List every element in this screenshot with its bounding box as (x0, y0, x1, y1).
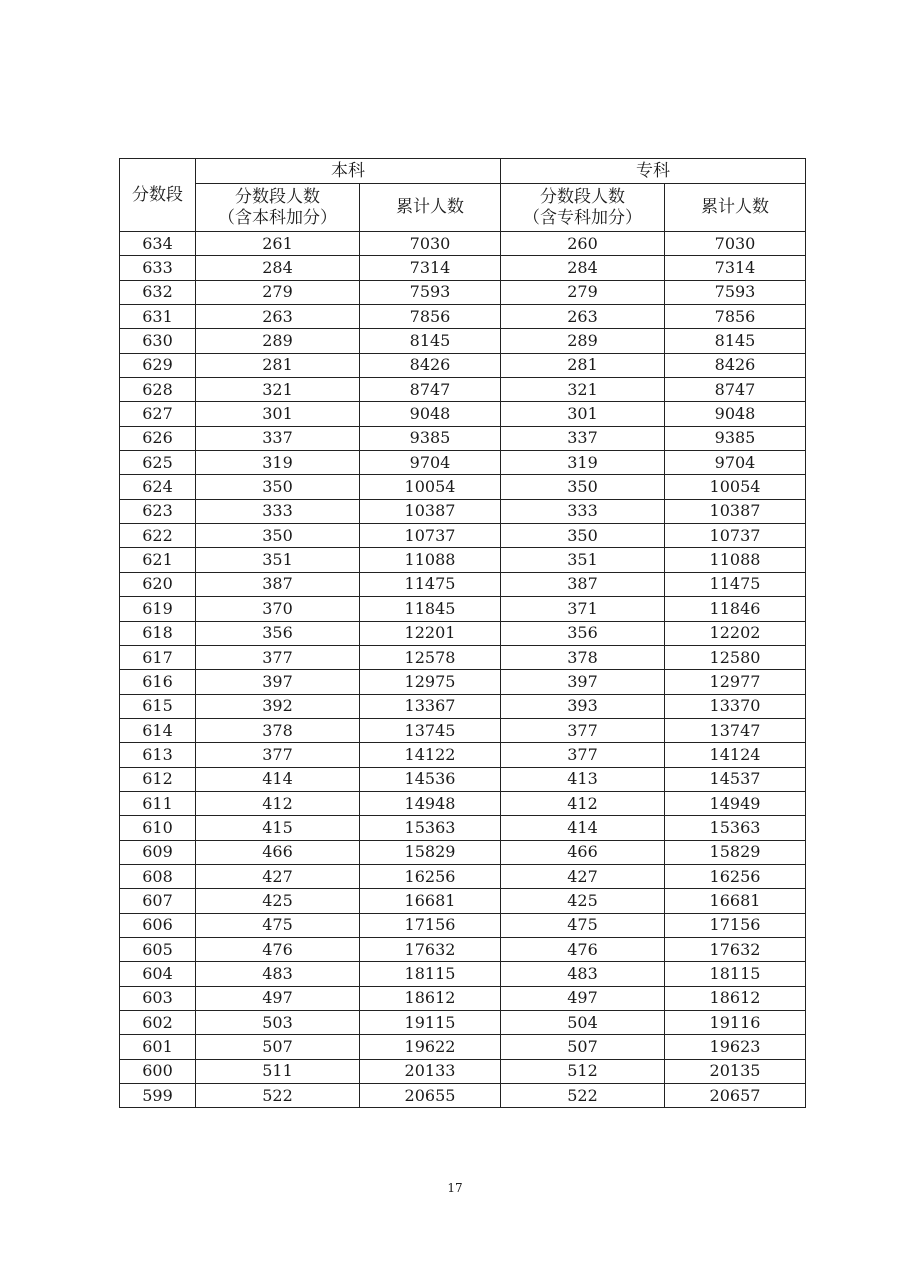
vocational-count-cell: 425 (501, 889, 665, 913)
table-row (120, 937, 806, 961)
score-cell: 615 (120, 694, 196, 718)
vocational-cumulative-cell: 15829 (665, 840, 806, 864)
score-cell: 611 (120, 791, 196, 815)
undergrad-cumulative-cell: 20133 (360, 1059, 501, 1083)
undergrad-count-cell: 507 (196, 1035, 360, 1059)
vocational-count-cell: 387 (501, 572, 665, 596)
vocational-cumulative-cell: 12202 (665, 621, 806, 645)
vocational-cumulative-cell: 11846 (665, 597, 806, 621)
score-cell: 600 (120, 1059, 196, 1083)
score-cell: 623 (120, 499, 196, 523)
vocational-cumulative-cell: 19623 (665, 1035, 806, 1059)
vocational-cumulative-cell: 10054 (665, 475, 806, 499)
vocational-count-cell: 263 (501, 305, 665, 329)
vocational-cumulative-cell: 15363 (665, 816, 806, 840)
undergrad-cumulative-cell: 7030 (360, 232, 501, 256)
table-row (120, 962, 806, 986)
vocational-cumulative-cell: 8145 (665, 329, 806, 353)
score-cell: 632 (120, 280, 196, 304)
vocational-count-header-line2: （含专科加分） (523, 207, 642, 228)
vocational-count-cell: 427 (501, 864, 665, 888)
score-cell: 602 (120, 1011, 196, 1035)
undergrad-cumulative-cell: 10054 (360, 475, 501, 499)
undergrad-cumulative-cell: 8145 (360, 329, 501, 353)
vocational-cumulative-cell: 11475 (665, 572, 806, 596)
table-row (120, 426, 806, 450)
vocational-cumulative-cell: 9048 (665, 402, 806, 426)
vocational-cumulative-cell: 14949 (665, 791, 806, 815)
vocational-cumulative-cell: 7030 (665, 232, 806, 256)
vocational-count-cell: 483 (501, 962, 665, 986)
undergrad-cumulative-cell: 16681 (360, 889, 501, 913)
vocational-cumulative-cell: 20657 (665, 1084, 806, 1108)
undergrad-count-cell: 301 (196, 402, 360, 426)
vocational-cumulative-cell: 10737 (665, 524, 806, 548)
undergrad-count-cell: 279 (196, 280, 360, 304)
vocational-cumulative-cell: 8747 (665, 378, 806, 402)
undergrad-cumulative-cell: 13367 (360, 694, 501, 718)
undergrad-cumulative-cell: 20655 (360, 1084, 501, 1108)
vocational-count-cell: 412 (501, 791, 665, 815)
undergrad-cumulative-cell: 12201 (360, 621, 501, 645)
vocational-count-header-line1: 分数段人数 (540, 186, 625, 207)
undergrad-cumulative-cell: 12975 (360, 670, 501, 694)
table-row (120, 280, 806, 304)
table-row (120, 1084, 806, 1108)
score-cell: 608 (120, 864, 196, 888)
score-cell: 612 (120, 767, 196, 791)
table-row (120, 670, 806, 694)
vocational-cumulative-cell: 9385 (665, 426, 806, 450)
undergrad-count-cell: 522 (196, 1084, 360, 1108)
undergrad-count-cell: 427 (196, 864, 360, 888)
vocational-count-header (501, 184, 665, 232)
undergrad-cumulative-cell: 14536 (360, 767, 501, 791)
score-range-header: 分数段 (120, 159, 196, 232)
undergrad-count-cell: 483 (196, 962, 360, 986)
vocational-count-cell: 476 (501, 937, 665, 961)
undergrad-cumulative-cell: 13745 (360, 718, 501, 742)
score-cell: 603 (120, 986, 196, 1010)
undergrad-count-cell: 511 (196, 1059, 360, 1083)
undergrad-count-cell: 284 (196, 256, 360, 280)
undergrad-count-cell: 337 (196, 426, 360, 450)
vocational-count-cell: 377 (501, 718, 665, 742)
table-row (120, 305, 806, 329)
undergrad-count-header-line2: （含本科加分） (218, 207, 337, 228)
vocational-count-cell: 279 (501, 280, 665, 304)
undergrad-count-cell: 397 (196, 670, 360, 694)
vocational-count-cell: 393 (501, 694, 665, 718)
undergrad-count-cell: 356 (196, 621, 360, 645)
table-row (120, 378, 806, 402)
vocational-cumulative-cell: 20135 (665, 1059, 806, 1083)
vocational-count-cell: 522 (501, 1084, 665, 1108)
vocational-cumulative-cell: 13747 (665, 718, 806, 742)
undergrad-count-cell: 476 (196, 937, 360, 961)
table-row (120, 743, 806, 767)
vocational-count-cell: 260 (501, 232, 665, 256)
vocational-cumulative-cell: 17632 (665, 937, 806, 961)
header-row-sub (120, 184, 806, 232)
table-row (120, 864, 806, 888)
undergrad-count-cell: 377 (196, 645, 360, 669)
table-row (120, 572, 806, 596)
vocational-count-cell: 284 (501, 256, 665, 280)
undergrad-count-cell: 261 (196, 232, 360, 256)
table-row (120, 889, 806, 913)
table-row (120, 499, 806, 523)
table-row (120, 548, 806, 572)
undergrad-count-cell: 263 (196, 305, 360, 329)
undergrad-cumulative-cell: 18115 (360, 962, 501, 986)
score-cell: 607 (120, 889, 196, 913)
table-row (120, 256, 806, 280)
vocational-count-cell: 466 (501, 840, 665, 864)
undergrad-cumulative-cell: 7856 (360, 305, 501, 329)
undergrad-count-cell: 377 (196, 743, 360, 767)
table-header (120, 159, 806, 232)
vocational-count-cell: 397 (501, 670, 665, 694)
undergrad-cumulative-cell: 18612 (360, 986, 501, 1010)
undergrad-count-cell: 415 (196, 816, 360, 840)
undergrad-count-cell: 466 (196, 840, 360, 864)
undergrad-count-cell: 425 (196, 889, 360, 913)
score-distribution-table (119, 158, 806, 1108)
score-cell: 633 (120, 256, 196, 280)
table-row (120, 840, 806, 864)
undergrad-count-cell: 475 (196, 913, 360, 937)
vocational-cumulative-cell: 16256 (665, 864, 806, 888)
vocational-cumulative-cell: 12580 (665, 645, 806, 669)
table-row (120, 1035, 806, 1059)
undergrad-count-cell: 503 (196, 1011, 360, 1035)
vocational-cumulative-cell: 11088 (665, 548, 806, 572)
vocational-count-cell: 356 (501, 621, 665, 645)
vocational-header: 专科 (501, 159, 806, 184)
undergrad-cumulative-cell: 10737 (360, 524, 501, 548)
score-cell: 605 (120, 937, 196, 961)
undergrad-count-cell: 350 (196, 524, 360, 548)
undergrad-cumulative-cell: 7314 (360, 256, 501, 280)
undergrad-count-cell: 378 (196, 718, 360, 742)
vocational-cumulative-cell: 9704 (665, 451, 806, 475)
score-cell: 609 (120, 840, 196, 864)
undergrad-cumulative-header: 累计人数 (360, 184, 501, 232)
table-row (120, 913, 806, 937)
undergrad-cumulative-cell: 12578 (360, 645, 501, 669)
vocational-count-cell: 378 (501, 645, 665, 669)
undergrad-cumulative-cell: 15363 (360, 816, 501, 840)
score-cell: 618 (120, 621, 196, 645)
undergrad-count-cell: 289 (196, 329, 360, 353)
undergrad-cumulative-cell: 11845 (360, 597, 501, 621)
score-cell: 627 (120, 402, 196, 426)
undergrad-cumulative-cell: 9048 (360, 402, 501, 426)
table-row (120, 353, 806, 377)
undergrad-cumulative-cell: 14122 (360, 743, 501, 767)
undergrad-count-cell: 497 (196, 986, 360, 1010)
undergrad-cumulative-cell: 9704 (360, 451, 501, 475)
table-body (120, 232, 806, 1108)
undergrad-cumulative-cell: 14948 (360, 791, 501, 815)
undergrad-count-cell: 392 (196, 694, 360, 718)
score-cell: 630 (120, 329, 196, 353)
undergrad-count-cell: 333 (196, 499, 360, 523)
vocational-cumulative-cell: 18612 (665, 986, 806, 1010)
table-row (120, 232, 806, 256)
score-cell: 626 (120, 426, 196, 450)
vocational-count-cell: 377 (501, 743, 665, 767)
vocational-count-cell: 504 (501, 1011, 665, 1035)
vocational-cumulative-cell: 13370 (665, 694, 806, 718)
vocational-count-cell: 321 (501, 378, 665, 402)
table-row (120, 694, 806, 718)
table-row (120, 402, 806, 426)
score-cell: 631 (120, 305, 196, 329)
vocational-count-cell: 507 (501, 1035, 665, 1059)
vocational-cumulative-header: 累计人数 (665, 184, 806, 232)
vocational-count-cell: 289 (501, 329, 665, 353)
score-cell: 628 (120, 378, 196, 402)
undergrad-count-cell: 387 (196, 572, 360, 596)
header-row-top (120, 159, 806, 184)
undergrad-cumulative-cell: 9385 (360, 426, 501, 450)
vocational-count-cell: 281 (501, 353, 665, 377)
vocational-cumulative-cell: 19116 (665, 1011, 806, 1035)
undergrad-cumulative-cell: 19115 (360, 1011, 501, 1035)
undergrad-cumulative-cell: 15829 (360, 840, 501, 864)
score-cell: 616 (120, 670, 196, 694)
page-number: 17 (447, 1181, 463, 1195)
score-cell: 604 (120, 962, 196, 986)
undergrad-count-cell: 319 (196, 451, 360, 475)
table-row (120, 1059, 806, 1083)
vocational-cumulative-cell: 7593 (665, 280, 806, 304)
undergrad-header: 本科 (196, 159, 501, 184)
vocational-cumulative-cell: 14537 (665, 767, 806, 791)
undergrad-cumulative-cell: 11475 (360, 572, 501, 596)
undergrad-cumulative-cell: 8747 (360, 378, 501, 402)
table-row (120, 718, 806, 742)
table-row (120, 621, 806, 645)
vocational-cumulative-cell: 7856 (665, 305, 806, 329)
score-cell: 634 (120, 232, 196, 256)
score-cell: 613 (120, 743, 196, 767)
table-row (120, 524, 806, 548)
undergrad-count-cell: 370 (196, 597, 360, 621)
score-cell: 621 (120, 548, 196, 572)
undergrad-cumulative-cell: 19622 (360, 1035, 501, 1059)
vocational-cumulative-cell: 14124 (665, 743, 806, 767)
score-cell: 619 (120, 597, 196, 621)
undergrad-count-cell: 281 (196, 353, 360, 377)
vocational-count-cell: 413 (501, 767, 665, 791)
undergrad-count-cell: 321 (196, 378, 360, 402)
vocational-count-cell: 351 (501, 548, 665, 572)
undergrad-count-cell: 351 (196, 548, 360, 572)
undergrad-cumulative-cell: 8426 (360, 353, 501, 377)
score-cell: 625 (120, 451, 196, 475)
vocational-cumulative-cell: 8426 (665, 353, 806, 377)
vocational-count-cell: 512 (501, 1059, 665, 1083)
undergrad-cumulative-cell: 16256 (360, 864, 501, 888)
score-cell: 620 (120, 572, 196, 596)
undergrad-cumulative-cell: 7593 (360, 280, 501, 304)
table-row (120, 597, 806, 621)
vocational-cumulative-cell: 10387 (665, 499, 806, 523)
vocational-count-cell: 414 (501, 816, 665, 840)
table-row (120, 816, 806, 840)
score-cell: 610 (120, 816, 196, 840)
vocational-cumulative-cell: 12977 (665, 670, 806, 694)
undergrad-cumulative-cell: 10387 (360, 499, 501, 523)
vocational-count-cell: 337 (501, 426, 665, 450)
score-cell: 629 (120, 353, 196, 377)
vocational-count-cell: 497 (501, 986, 665, 1010)
undergrad-cumulative-cell: 11088 (360, 548, 501, 572)
vocational-cumulative-cell: 7314 (665, 256, 806, 280)
score-cell: 617 (120, 645, 196, 669)
undergrad-cumulative-cell: 17156 (360, 913, 501, 937)
vocational-count-cell: 371 (501, 597, 665, 621)
undergrad-cumulative-cell: 17632 (360, 937, 501, 961)
undergrad-count-cell: 412 (196, 791, 360, 815)
vocational-count-cell: 350 (501, 475, 665, 499)
table-row (120, 986, 806, 1010)
vocational-cumulative-cell: 18115 (665, 962, 806, 986)
undergrad-count-header-line1: 分数段人数 (235, 186, 320, 207)
vocational-count-cell: 333 (501, 499, 665, 523)
table-row (120, 475, 806, 499)
undergrad-count-cell: 350 (196, 475, 360, 499)
table-row (120, 767, 806, 791)
table-row (120, 451, 806, 475)
score-cell: 622 (120, 524, 196, 548)
vocational-cumulative-cell: 17156 (665, 913, 806, 937)
score-cell: 606 (120, 913, 196, 937)
table-row (120, 645, 806, 669)
score-cell: 624 (120, 475, 196, 499)
table-row (120, 1011, 806, 1035)
table-row (120, 329, 806, 353)
undergrad-count-cell: 414 (196, 767, 360, 791)
vocational-count-cell: 319 (501, 451, 665, 475)
vocational-count-cell: 301 (501, 402, 665, 426)
score-cell: 599 (120, 1084, 196, 1108)
undergrad-count-header (196, 184, 360, 232)
vocational-count-cell: 350 (501, 524, 665, 548)
vocational-count-cell: 475 (501, 913, 665, 937)
score-cell: 601 (120, 1035, 196, 1059)
score-cell: 614 (120, 718, 196, 742)
vocational-cumulative-cell: 16681 (665, 889, 806, 913)
table-row (120, 791, 806, 815)
